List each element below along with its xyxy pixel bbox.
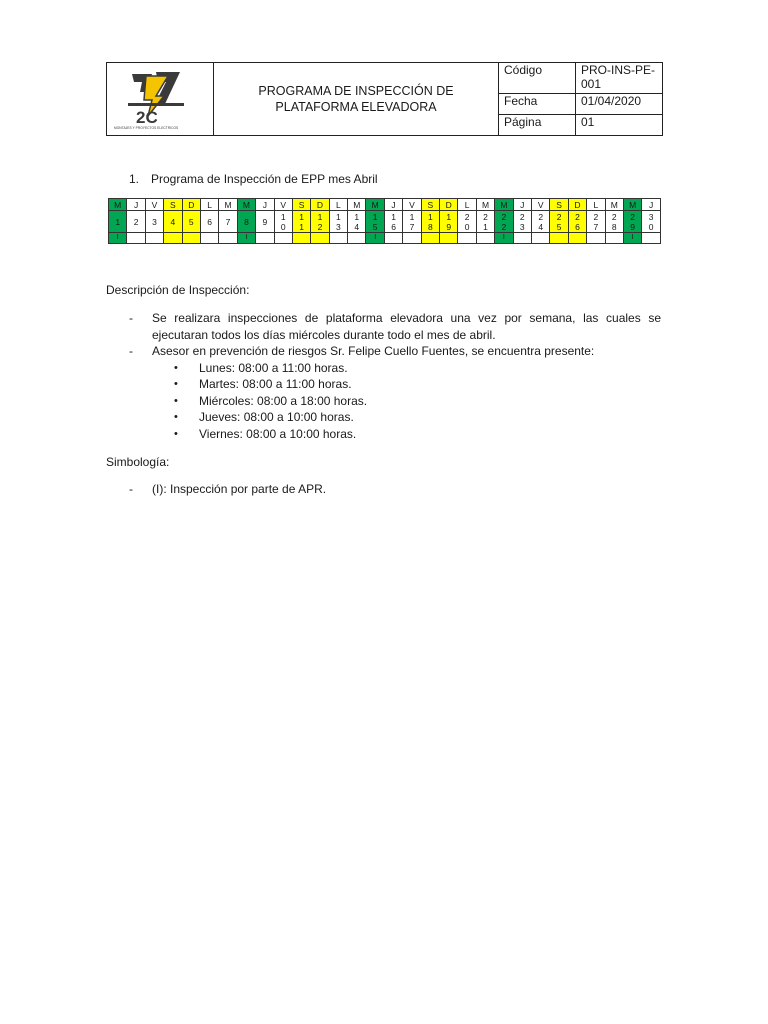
date-cell (292, 211, 310, 233)
date-digit: 2 (575, 211, 580, 222)
date-digit: 1 (409, 211, 415, 222)
section-title: Programa de Inspección de EPP mes Abril (151, 172, 378, 186)
code-label: Código (499, 63, 576, 94)
date-digit: 3 (648, 211, 654, 222)
inspection-mark-cell (145, 233, 163, 244)
list-item-text: Se realizara inspecciones de plataforma elevadora una vez por semana, las cuales se ejecutaran todos los días miércoles durante todo el mes de abril. (152, 311, 661, 342)
document-title: PROGRAMA DE INSPECCIÓN DE PLATAFORMA ELEVADORA (214, 63, 499, 136)
date-cell (311, 211, 329, 233)
date-cell (513, 211, 531, 233)
list-item (129, 310, 661, 343)
company-logo (110, 66, 210, 132)
date-digit: 8 (427, 221, 433, 232)
inspection-mark-cell (642, 233, 661, 244)
date-digit: 7 (409, 221, 415, 232)
date-cell (642, 211, 661, 233)
description-heading: Descripción de Inspección: (106, 283, 250, 297)
symbology-heading: Simbología: (106, 455, 170, 469)
date-digit: 1 (427, 211, 433, 222)
date-cell: 6 (200, 211, 218, 233)
date-cell (384, 211, 402, 233)
date-cell (458, 211, 476, 233)
date-cell: 7 (219, 211, 237, 233)
inspection-mark-cell (182, 233, 200, 244)
section-number: 1. (129, 172, 140, 186)
weekday-cell: M (366, 199, 384, 211)
date-digit: 2 (556, 211, 562, 222)
weekday-cell: L (587, 199, 605, 211)
weekday-cell: J (513, 199, 531, 211)
page-value: 01 (576, 114, 663, 135)
weekday-cell: M (109, 199, 127, 211)
date-digit: 1 (446, 211, 452, 222)
date-cell (421, 211, 439, 233)
schedule-item (129, 360, 661, 377)
date-cell (568, 211, 586, 233)
list-item (129, 343, 661, 360)
inspection-mark-cell (311, 233, 329, 244)
weekday-cell: L (458, 199, 476, 211)
dash-marker: - (129, 311, 133, 325)
weekday-cell: V (274, 199, 292, 211)
date-digit: 2 (611, 211, 617, 222)
date-cell (274, 211, 292, 233)
date-cell: 4 (164, 211, 182, 233)
schedule-text: Miércoles: 08:00 a 18:00 horas. (199, 393, 368, 408)
date-cell: 2 (127, 211, 145, 233)
date-digit: 4 (538, 221, 544, 232)
date-cell (348, 211, 366, 233)
weekday-cell: D (182, 199, 200, 211)
date-digit: 1 (317, 211, 323, 222)
date-digit: 2 (501, 211, 507, 222)
weekday-cell: J (642, 199, 661, 211)
april-calendar (108, 198, 661, 244)
weekday-cell: D (311, 199, 329, 211)
date-digit: 2 (519, 211, 525, 222)
weekday-cell: J (256, 199, 274, 211)
inspection-mark-cell (605, 233, 623, 244)
date-digit: 3 (519, 221, 525, 232)
weekday-cell: S (292, 199, 310, 211)
weekday-cell: V (531, 199, 549, 211)
mark-row (109, 233, 661, 244)
dash-marker: - (129, 482, 133, 496)
date-cell: 1 (109, 211, 127, 233)
date-cell: 9 (256, 211, 274, 233)
schedule-item (129, 426, 661, 443)
inspection-mark-cell (219, 233, 237, 244)
inspection-mark-cell (164, 233, 182, 244)
date-value: 01/04/2020 (576, 94, 663, 114)
inspection-mark-cell (458, 233, 476, 244)
date-digit: 2 (464, 211, 470, 222)
weekday-row (109, 199, 661, 211)
date-digit: 1 (299, 211, 304, 222)
weekday-cell: M (495, 199, 513, 211)
inspection-mark-cell (384, 233, 402, 244)
schedule-item (129, 409, 661, 426)
date-cell (366, 211, 384, 233)
weekday-cell: L (200, 199, 218, 211)
bullet-icon: • (174, 411, 178, 423)
date-digit: 3 (336, 221, 341, 232)
inspection-mark-cell (200, 233, 218, 244)
date-digit: 1 (483, 221, 488, 232)
date-digit: 1 (336, 211, 341, 222)
bullet-icon: • (174, 394, 178, 407)
inspection-mark-cell (348, 233, 366, 244)
date-cell: 3 (145, 211, 163, 233)
schedule-text: Viernes: 08:00 a 10:00 horas. (199, 426, 357, 441)
symbology-item (129, 482, 326, 496)
logo-tagline: MONTAJES Y PROYECTOS ELECTRICOS (114, 126, 179, 130)
weekday-cell: V (145, 199, 163, 211)
date-digit: 2 (483, 211, 488, 222)
date-cell (476, 211, 494, 233)
section-heading (129, 172, 378, 186)
date-digit: 1 (280, 211, 286, 222)
description-list (129, 310, 661, 442)
date-digit: 7 (593, 221, 599, 232)
schedule-text: Lunes: 08:00 a 11:00 horas. (199, 360, 348, 375)
inspection-mark-cell (440, 233, 458, 244)
logo-cell (107, 63, 214, 136)
date-digit: 2 (317, 221, 323, 232)
weekday-cell: M (219, 199, 237, 211)
inspection-mark-cell (403, 233, 421, 244)
date-cell: 8 (237, 211, 255, 233)
weekday-cell: S (421, 199, 439, 211)
weekday-cell: M (348, 199, 366, 211)
schedule-item (129, 393, 661, 410)
weekday-cell: M (237, 199, 255, 211)
inspection-mark-cell (550, 233, 568, 244)
inspection-mark-cell: I (366, 233, 384, 244)
schedule-list (129, 360, 661, 443)
weekday-cell: J (127, 199, 145, 211)
date-digit: 6 (575, 221, 580, 232)
schedule-text: Jueves: 08:00 a 10:00 horas. (199, 410, 354, 424)
inspection-mark-cell (256, 233, 274, 244)
inspection-mark-cell: I (109, 233, 127, 244)
inspection-mark-cell: I (237, 233, 255, 244)
date-digit: 1 (391, 211, 396, 222)
code-value: PRO-INS-PE-001 (576, 63, 663, 94)
weekday-cell: D (440, 199, 458, 211)
date-digit: 2 (501, 221, 507, 232)
date-cell (587, 211, 605, 233)
inspection-mark-cell (531, 233, 549, 244)
date-digit: 1 (299, 221, 304, 232)
bullet-icon: • (174, 361, 178, 374)
inspection-mark-cell (292, 233, 310, 244)
inspection-mark-cell: I (623, 233, 641, 244)
date-digit: 0 (464, 221, 470, 232)
weekday-cell: M (623, 199, 641, 211)
inspection-mark-cell (329, 233, 347, 244)
weekday-cell: S (550, 199, 568, 211)
page-label: Página (499, 114, 576, 135)
weekday-cell: J (384, 199, 402, 211)
inspection-mark-cell (587, 233, 605, 244)
inspection-mark-cell (127, 233, 145, 244)
date-digit: 8 (611, 221, 617, 232)
date-cell (531, 211, 549, 233)
date-digit: 6 (391, 221, 396, 232)
inspection-mark-cell (476, 233, 494, 244)
symbology-text: (I): Inspección por parte de APR. (152, 482, 327, 496)
weekday-cell: M (605, 199, 623, 211)
date-digit: 1 (354, 211, 360, 222)
weekday-cell: S (164, 199, 182, 211)
weekday-cell: V (403, 199, 421, 211)
weekday-cell: D (568, 199, 586, 211)
date-cell (329, 211, 347, 233)
inspection-mark-cell (421, 233, 439, 244)
weekday-cell: L (329, 199, 347, 211)
date-digit: 0 (280, 221, 286, 232)
date-row (109, 211, 661, 233)
document-header (106, 62, 663, 136)
date-digit: 5 (372, 221, 378, 232)
date-label: Fecha (499, 94, 576, 114)
dash-marker: - (129, 344, 133, 358)
date-digit: 2 (630, 211, 635, 222)
date-digit: 2 (538, 211, 544, 222)
date-digit: 0 (648, 221, 654, 232)
weekday-cell: M (476, 199, 494, 211)
date-digit: 9 (630, 221, 635, 232)
inspection-mark-cell: I (495, 233, 513, 244)
date-digit: 9 (446, 221, 452, 232)
date-digit: 1 (372, 211, 378, 222)
date-cell: 5 (182, 211, 200, 233)
date-cell (440, 211, 458, 233)
date-cell (605, 211, 623, 233)
schedule-item (129, 376, 661, 393)
bullet-icon: • (174, 427, 178, 440)
date-cell (403, 211, 421, 233)
date-cell (550, 211, 568, 233)
date-digit: 2 (593, 211, 599, 222)
schedule-text: Martes: 08:00 a 11:00 horas. (199, 377, 352, 391)
date-digit: 4 (354, 221, 360, 232)
date-cell (495, 211, 513, 233)
list-item-text: Asesor en prevención de riesgos Sr. Felipe Cuello Fuentes, se encuentra presente: (152, 344, 595, 358)
inspection-mark-cell (568, 233, 586, 244)
date-digit: 5 (556, 221, 562, 232)
inspection-mark-cell (513, 233, 531, 244)
inspection-mark-cell (274, 233, 292, 244)
date-cell (623, 211, 641, 233)
bullet-icon: • (174, 378, 178, 390)
logo-wordmark: 2C (136, 108, 158, 127)
